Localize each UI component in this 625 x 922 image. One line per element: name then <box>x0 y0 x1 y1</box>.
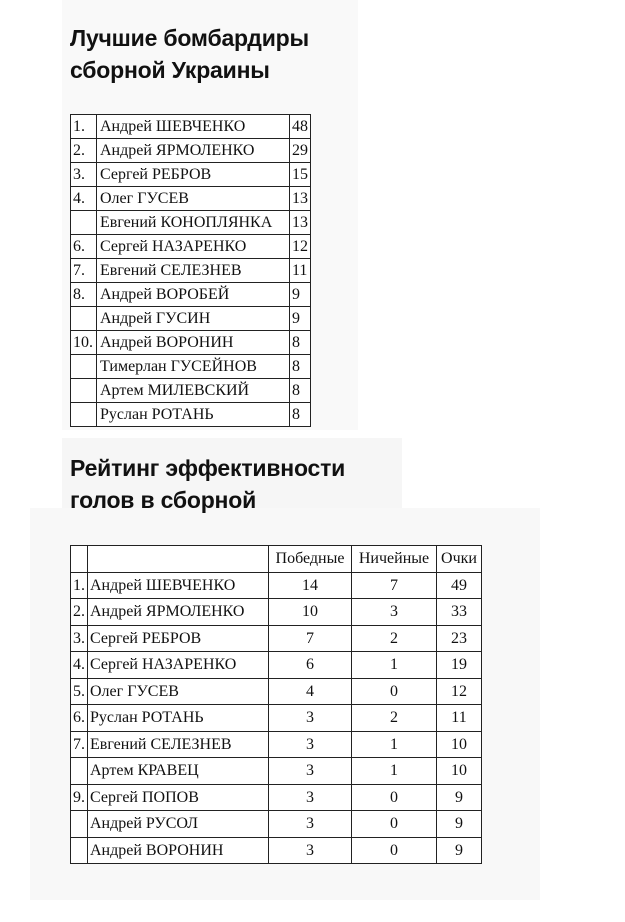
scorers-table-row <box>71 283 311 307</box>
efficiency-rank: 2. <box>71 599 88 626</box>
efficiency-name: Андрей ШЕВЧЕНКО <box>88 572 269 599</box>
scorer-rank: 7. <box>71 259 97 283</box>
scorer-goals: 9 <box>290 283 311 307</box>
scorers-table-row <box>71 403 311 427</box>
scorer-goals: 13 <box>290 187 311 211</box>
scorers-table-row <box>71 379 311 403</box>
efficiency-wins: 3 <box>269 837 352 864</box>
scorers-table-row <box>71 259 311 283</box>
efficiency-draws: 1 <box>352 758 437 785</box>
efficiency-name: Сергей НАЗАРЕНКО <box>88 652 269 679</box>
scorer-goals: 8 <box>290 331 311 355</box>
efficiency-table-row <box>71 784 482 811</box>
scorer-goals: 15 <box>290 163 311 187</box>
scorer-rank <box>71 355 97 379</box>
scorer-goals: 8 <box>290 403 311 427</box>
efficiency-table <box>70 545 482 864</box>
scorers-table-row <box>71 331 311 355</box>
efficiency-points: 9 <box>437 837 482 864</box>
scorer-goals: 9 <box>290 307 311 331</box>
efficiency-wins: 6 <box>269 652 352 679</box>
efficiency-wins: 3 <box>269 811 352 838</box>
efficiency-table-row <box>71 572 482 599</box>
scorer-rank: 10. <box>71 331 97 355</box>
efficiency-name: Евгений СЕЛЕЗНЕВ <box>88 731 269 758</box>
scorer-name: Сергей НАЗАРЕНКО <box>97 235 290 259</box>
efficiency-points: 12 <box>437 678 482 705</box>
efficiency-rank: 1. <box>71 572 88 599</box>
scorer-rank: 8. <box>71 283 97 307</box>
scorer-rank <box>71 379 97 403</box>
efficiency-rank: 7. <box>71 731 88 758</box>
scorer-goals: 48 <box>290 115 311 139</box>
efficiency-table-row <box>71 811 482 838</box>
scorer-goals: 8 <box>290 355 311 379</box>
efficiency-name: Руслан РОТАНЬ <box>88 705 269 732</box>
efficiency-rank <box>71 811 88 838</box>
efficiency-draws: 1 <box>352 731 437 758</box>
efficiency-points: 9 <box>437 811 482 838</box>
efficiency-wins: 14 <box>269 572 352 599</box>
scorer-name: Андрей ЯРМОЛЕНКО <box>97 139 290 163</box>
scorer-goals: 29 <box>290 139 311 163</box>
efficiency-name: Сергей РЕБРОВ <box>88 625 269 652</box>
scorers-table-row <box>71 307 311 331</box>
scorers-table-row <box>71 115 311 139</box>
efficiency-name: Артем КРАВЕЦ <box>88 758 269 785</box>
scorers-table-row <box>71 163 311 187</box>
efficiency-draws: 0 <box>352 837 437 864</box>
scorer-rank: 3. <box>71 163 97 187</box>
efficiency-points: 10 <box>437 758 482 785</box>
scorer-name: Олег ГУСЕВ <box>97 187 290 211</box>
scorer-rank <box>71 211 97 235</box>
scorer-rank: 6. <box>71 235 97 259</box>
scorer-goals: 11 <box>290 259 311 283</box>
scorer-name: Андрей ВОРОБЕЙ <box>97 283 290 307</box>
efficiency-wins: 7 <box>269 625 352 652</box>
scorer-goals: 8 <box>290 379 311 403</box>
scorer-name: Андрей ВОРОНИН <box>97 331 290 355</box>
scorers-title-line1: Лучшие бомбардиры <box>70 25 309 51</box>
efficiency-rank <box>71 758 88 785</box>
efficiency-title <box>70 452 345 516</box>
efficiency-name: Олег ГУСЕВ <box>88 678 269 705</box>
scorers-table-row <box>71 139 311 163</box>
efficiency-title-line2: голов в сборной <box>70 487 257 513</box>
scorer-name: Тимерлан ГУСЕЙНОВ <box>97 355 290 379</box>
efficiency-points: 19 <box>437 652 482 679</box>
efficiency-rank: 6. <box>71 705 88 732</box>
scorer-name: Сергей РЕБРОВ <box>97 163 290 187</box>
header-wins: Победные <box>269 546 352 573</box>
efficiency-table-row <box>71 837 482 864</box>
efficiency-table-row <box>71 705 482 732</box>
scorer-name: Андрей ГУСИН <box>97 307 290 331</box>
efficiency-wins: 10 <box>269 599 352 626</box>
efficiency-draws: 0 <box>352 784 437 811</box>
efficiency-wins: 3 <box>269 758 352 785</box>
efficiency-points: 23 <box>437 625 482 652</box>
scorer-rank <box>71 403 97 427</box>
efficiency-rank: 9. <box>71 784 88 811</box>
efficiency-header-row <box>71 546 482 573</box>
efficiency-wins: 3 <box>269 705 352 732</box>
scorer-rank <box>71 307 97 331</box>
efficiency-wins: 3 <box>269 784 352 811</box>
efficiency-table-row <box>71 678 482 705</box>
scorers-table <box>70 114 311 427</box>
efficiency-points: 33 <box>437 599 482 626</box>
scorers-title <box>70 22 309 86</box>
efficiency-rank: 3. <box>71 625 88 652</box>
efficiency-wins: 3 <box>269 731 352 758</box>
scorers-table-row <box>71 235 311 259</box>
efficiency-name: Андрей ВОРОНИН <box>88 837 269 864</box>
scorer-rank: 1. <box>71 115 97 139</box>
efficiency-title-line1: Рейтинг эффективности <box>70 455 346 481</box>
header-rank <box>71 546 88 573</box>
efficiency-points: 10 <box>437 731 482 758</box>
efficiency-draws: 3 <box>352 599 437 626</box>
scorer-goals: 12 <box>290 235 311 259</box>
efficiency-table-row <box>71 599 482 626</box>
efficiency-table-row <box>71 758 482 785</box>
efficiency-table-row <box>71 652 482 679</box>
scorer-name: Андрей ШЕВЧЕНКО <box>97 115 290 139</box>
scorer-goals: 13 <box>290 211 311 235</box>
scorer-name: Руслан РОТАНЬ <box>97 403 290 427</box>
scorers-title-line2: сборной Украины <box>70 57 270 83</box>
efficiency-rank: 4. <box>71 652 88 679</box>
efficiency-table-header <box>71 546 482 573</box>
efficiency-rank <box>71 837 88 864</box>
efficiency-name: Андрей ЯРМОЛЕНКО <box>88 599 269 626</box>
efficiency-draws: 2 <box>352 625 437 652</box>
efficiency-draws: 0 <box>352 678 437 705</box>
scorers-table-body <box>71 115 311 427</box>
scorer-name: Евгений СЕЛЕЗНЕВ <box>97 259 290 283</box>
efficiency-draws: 1 <box>352 652 437 679</box>
scorers-table-row <box>71 355 311 379</box>
efficiency-points: 11 <box>437 705 482 732</box>
efficiency-table-row <box>71 625 482 652</box>
efficiency-points: 9 <box>437 784 482 811</box>
header-points: Очки <box>437 546 482 573</box>
efficiency-wins: 4 <box>269 678 352 705</box>
scorer-name: Артем МИЛЕВСКИЙ <box>97 379 290 403</box>
efficiency-name: Андрей РУСОЛ <box>88 811 269 838</box>
scorers-table-row <box>71 211 311 235</box>
header-name <box>88 546 269 573</box>
efficiency-rank: 5. <box>71 678 88 705</box>
scorer-rank: 2. <box>71 139 97 163</box>
efficiency-draws: 0 <box>352 811 437 838</box>
scorers-table-row <box>71 187 311 211</box>
efficiency-draws: 7 <box>352 572 437 599</box>
efficiency-draws: 2 <box>352 705 437 732</box>
header-draws: Ничейные <box>352 546 437 573</box>
efficiency-name: Сергей ПОПОВ <box>88 784 269 811</box>
efficiency-points: 49 <box>437 572 482 599</box>
scorer-name: Евгений КОНОПЛЯНКА <box>97 211 290 235</box>
efficiency-table-body <box>71 572 482 864</box>
scorer-rank: 4. <box>71 187 97 211</box>
efficiency-table-row <box>71 731 482 758</box>
